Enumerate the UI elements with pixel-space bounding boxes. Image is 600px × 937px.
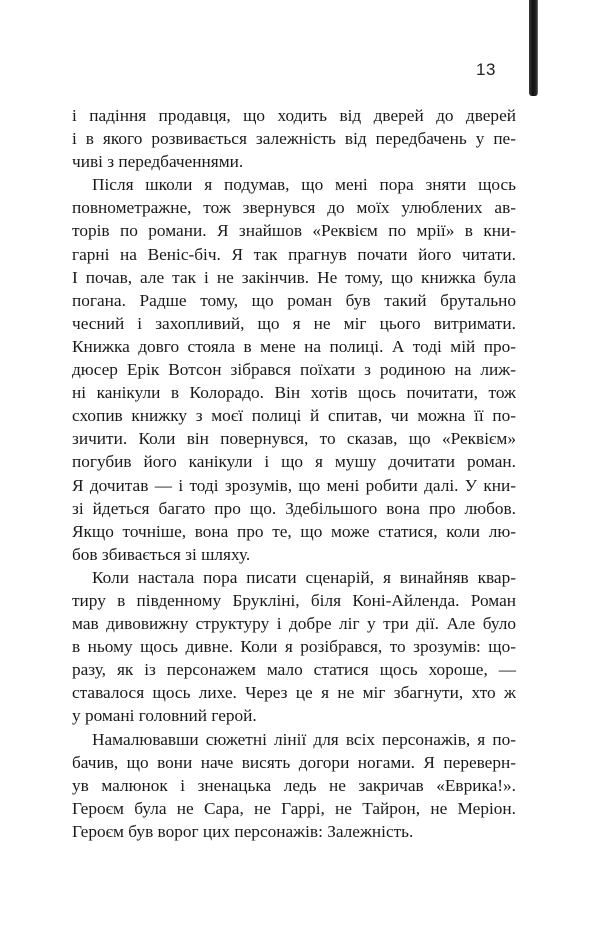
text-line: разу, як із персонажем мало статися щось хороше, — (72, 660, 516, 680)
text-line: і падіння продавця, що ходить від дверей до дверей (72, 106, 516, 125)
text-line: дюсер Ерік Вотсон зібрався поїхати з родиною на лиж- (72, 360, 516, 380)
text-line: І почав, але так і не закінчив. Не тому, що книжка була (72, 267, 516, 287)
text-line: Книжка довго стояла в мене на полиці. А тоді мій про- (72, 336, 516, 356)
text-line: ув малюнок і зненацька ледь не закричав «Еврика!». (72, 775, 516, 795)
page-number: 13 (476, 60, 496, 79)
text-line: зі йдеться багато про що. Здебільшого вона про любов. (72, 498, 516, 518)
text-line: ставалося щось лихе. Через це я не міг збагнути, хто ж (72, 683, 516, 703)
page-edge-marker (529, 0, 538, 96)
text-line: Коли настала пора писати сценарій, я винайняв квар- (92, 567, 516, 587)
text-line: Героєм була не Сара, не Гаррі, не Тайрон, не Меріон. (72, 798, 516, 818)
text-line: Я дочитав — і тоді зрозумів, що мені робити далі. У кни- (72, 475, 516, 495)
text-line: мав дивовижну структуру і добре ліг у три дії. Але було (72, 614, 516, 634)
text-line: Якщо точніше, вона про те, що може статися, коли лю- (72, 521, 516, 541)
text-line: Намалювавши сюжетні лінії для всіх персонажів, я по- (92, 729, 516, 749)
text-line: погана. Радше тому, що роман був такий брутально (72, 290, 516, 310)
text-line: в ньому щось дивне. Коли я розібрався, то зрозумів: що- (72, 637, 516, 657)
text-line: тиру в південному Брукліні, біля Коні-Айленда. Роман (72, 590, 516, 610)
text-line: повнометражне, тож звернувся до моїх улюблених ав- (72, 198, 516, 218)
text-line: гарні на Веніс-біч. Я так прагнув почати його читати. (72, 244, 516, 264)
text-line: у романі головний герой. (72, 706, 257, 726)
text-line: зичити. Коли він повернувся, то сказав, що «Реквієм» (72, 429, 516, 449)
text-line: погубив його канікули і що я мушу дочитати роман. (72, 452, 516, 472)
text-line: бов збивається зі шляху. (72, 544, 251, 564)
text-line: торів по романи. Я знайшов «Реквієм по мрії» в кни- (72, 221, 516, 241)
body-text (72, 104, 516, 843)
text-line: і в якого розвивається залежність від передбачень у пе- (72, 129, 516, 149)
text-line: Після школи я подумав, що мені пора зняти щось (92, 175, 516, 195)
text-line: ні канікули в Колорадо. Він хотів щось почитати, тож (72, 383, 516, 403)
text-line: Героєм був ворог цих персонажів: Залежність. (72, 821, 414, 841)
text-line: чиві з передбаченнями. (72, 152, 244, 172)
text-line: чесний і захопливий, що я не міг цього витримати. (72, 313, 516, 333)
text-line: схопив книжку з моєї полиці й спитав, чи можна її по- (72, 406, 516, 426)
text-line: бачив, що вони наче висять догори ногами. Я переверн- (72, 752, 516, 772)
